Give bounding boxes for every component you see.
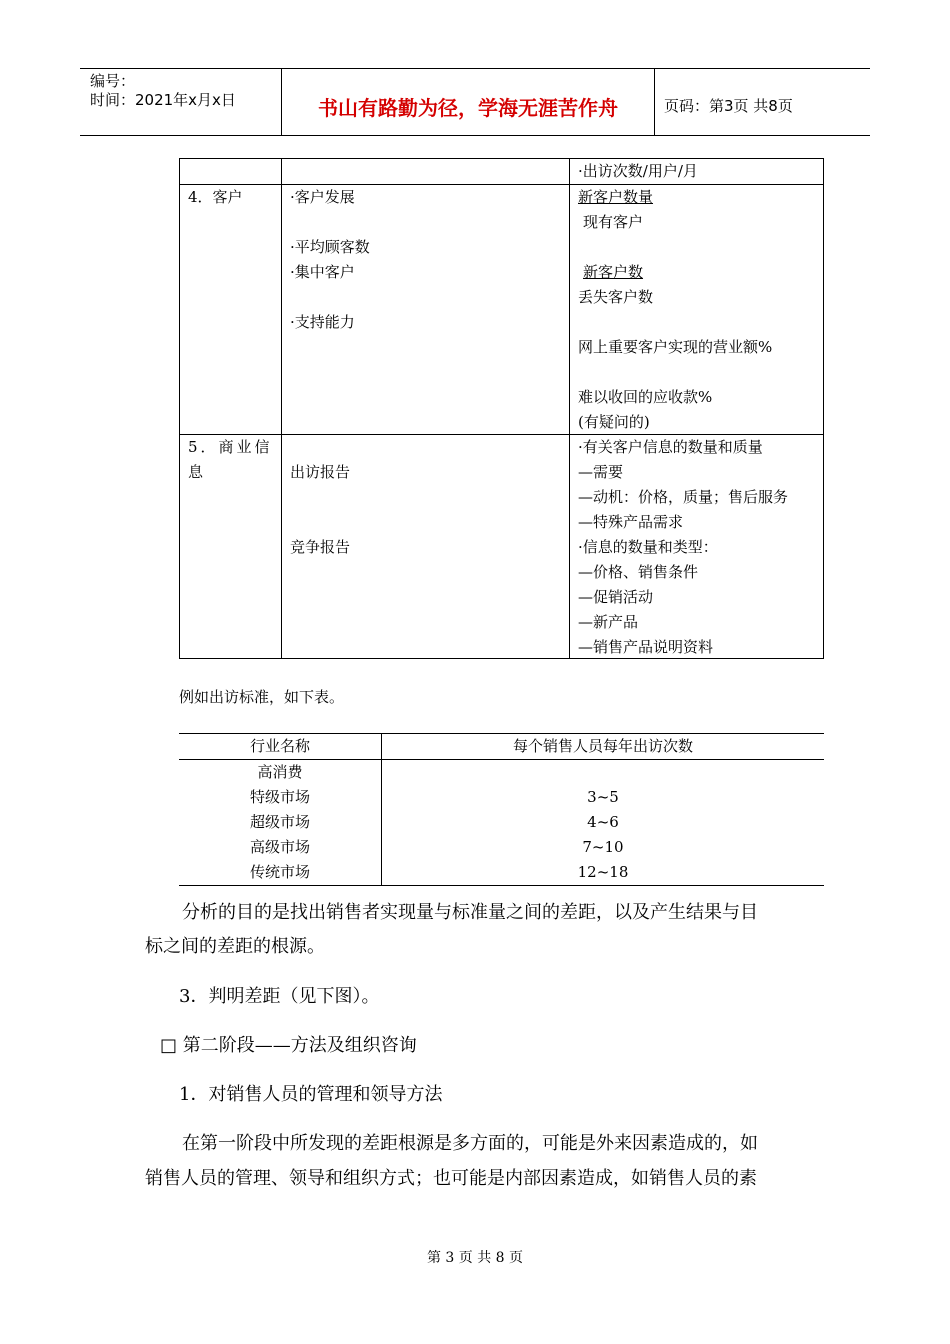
measure-line: ·有关客户信息的数量和质量 <box>578 438 763 456</box>
table-column-divider <box>569 159 570 658</box>
table-row-visits: 12~18 <box>577 863 629 881</box>
customer-measures-cell <box>578 185 818 435</box>
intro-line: 例如出访标准，如下表。 <box>179 688 345 706</box>
criteria-line <box>290 210 370 235</box>
header-top-rule <box>80 68 870 69</box>
criteria-line: ·支持能力 <box>290 313 355 331</box>
measure-line: ·信息的数量和类型： <box>578 538 718 556</box>
measure-line: —价格、销售条件 <box>578 563 699 581</box>
measure-line: 现有客户 <box>583 213 644 231</box>
measure-line: 丢失客户数 <box>578 288 654 306</box>
measure-line: —动机：价格，质量；售后服务 <box>578 488 789 506</box>
header-motto: 书山有路勤为径，学海无涯苦作舟 <box>318 96 618 120</box>
measure-line: —需要 <box>578 463 624 481</box>
header-industry: 行业名称 <box>249 737 310 755</box>
metrics-table <box>179 158 824 659</box>
measure-line: —促销活动 <box>578 588 654 606</box>
measure-line: —特殊产品需求 <box>578 513 684 531</box>
paragraph-gap-sources-line2: 销售人员的管理、领导和组织方式；也可能是内部因素造成，如销售人员的素 <box>145 1168 757 1189</box>
number-label: 编号： <box>90 72 136 90</box>
section-heading-stage-two: □ 第二阶段——方法及组织咨询 <box>160 1035 417 1056</box>
table-row-industry: 高消费 <box>257 763 303 781</box>
header-bottom-rule <box>80 135 870 136</box>
measure-line: 难以收回的应收款% <box>578 388 713 406</box>
visit-frequency-cell: ·出访次数/用户/月 <box>578 162 698 180</box>
header-page-label: 页码：第3页 共8页 <box>664 97 793 115</box>
criteria-line: ·客户发展 <box>290 188 355 206</box>
time-label: 时间：2021年x月x日 <box>90 91 236 109</box>
table-bottom-rule <box>179 885 824 886</box>
measure-line: (有疑问的) <box>578 413 650 431</box>
paragraph-identify-gap: 3．判明差距（见下图）。 <box>179 986 380 1007</box>
measure-line: 新客户数 <box>583 263 644 281</box>
header-meta <box>90 72 236 110</box>
measure-line: 网上重要客户实现的营业额% <box>578 338 773 356</box>
table-row-visits: 3~5 <box>587 788 619 806</box>
category-line: 5．商业信 <box>188 438 273 456</box>
business-info-category-cell <box>188 435 276 485</box>
header-visits: 每个销售人员每年出访次数 <box>512 737 693 755</box>
customer-category-cell: 4．客户 <box>188 188 243 206</box>
table-row-industry: 传统市场 <box>249 863 310 881</box>
measure-line: —销售产品说明资料 <box>578 638 714 656</box>
subheading-management: 1．对销售人员的管理和领导方法 <box>179 1084 443 1105</box>
visit-report-cell: 出访报告 <box>290 463 351 481</box>
measure-line: —新产品 <box>578 613 639 631</box>
page-footer: 第 3 页 共 8 页 <box>426 1250 524 1266</box>
table-row-industry: 特级市场 <box>249 788 310 806</box>
business-info-measures-cell <box>578 435 823 660</box>
table-row-industry: 高级市场 <box>249 838 310 856</box>
table-row-visits: 7~10 <box>582 838 624 856</box>
table-column-divider <box>281 159 282 658</box>
category-line: 息 <box>188 463 204 481</box>
measure-line: 新客户数量 <box>578 188 654 206</box>
customer-criteria-cell <box>290 185 370 335</box>
criteria-line: ·平均顾客数 <box>290 238 370 256</box>
paragraph-analysis-line1: 分析的目的是找出销售者实现量与标准量之间的差距，以及产生结果与目 <box>182 902 758 923</box>
table-row-visits: 4~6 <box>587 813 619 831</box>
paragraph-analysis-line2: 标之间的差距的根源。 <box>145 936 325 957</box>
header-divider-right <box>654 68 655 136</box>
table-row-industry: 超级市场 <box>249 813 310 831</box>
criteria-line: ·集中客户 <box>290 263 355 281</box>
paragraph-gap-sources-line1: 在第一阶段中所发现的差距根源是多方面的，可能是外来因素造成的，如 <box>182 1133 758 1154</box>
competition-report-cell: 竞争报告 <box>290 538 351 556</box>
criteria-line <box>290 285 370 310</box>
